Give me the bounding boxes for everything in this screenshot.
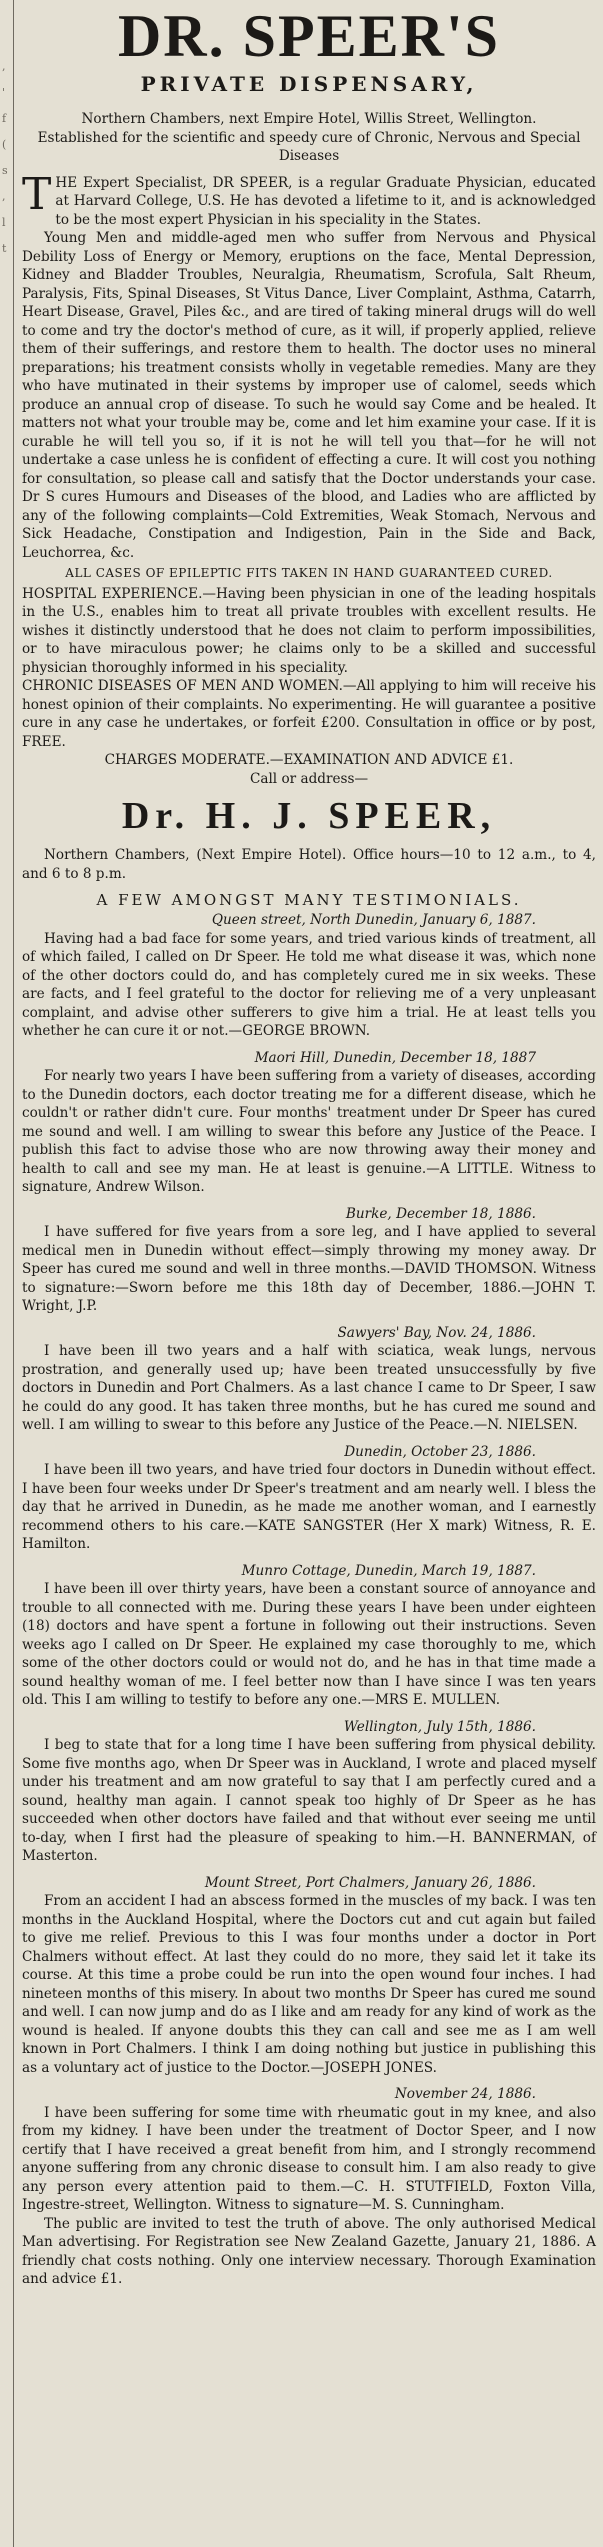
testimonial-text: I have been ill over thirty years, have been a constant source of annoyance and trouble to all connected with me. During these years I have been under eighteen (18) doctors and have spent a fortune in following out their instructions. Seven weeks ago I called on Dr Speer. He explained my case thoroughly to me, which some of the other doctors could or would not do, and he has in that time made a sound healthy woman of me. I feel better now than I have since I was ten years old. This I am willing to testify to before any one.—MRS E. MULLEN.: [22, 1581, 596, 1708]
testimonial-text: Having had a bad face for some years, and tried various kinds of treatment, all of which failed, I called on Dr Speer. He told me what disease it was, which none of the other doctors could do, and has completely cured me in six weeks. These are facts, and I feel grateful to the doctor for relieving me of a very unpleasant complaint, and advise other sufferers to give him a trial. He at least tells you whether he can cure it or not.—GEORGE BROWN.: [22, 930, 596, 1039]
testimonial-dateline: Wellington, July 15th, 1886.: [343, 1718, 536, 1735]
subheadline: PRIVATE DISPENSARY,: [140, 72, 478, 96]
doctor-name-banner: Dr. H. J. SPEER,: [121, 795, 497, 837]
testimonials-heading: A FEW AMONGST MANY TESTIMONIALS.: [96, 891, 522, 909]
testimonial-dateline: Maori Hill, Dunedin, December 18, 1887: [254, 1049, 536, 1066]
margin-marks: , ' f ( s , l t: [2, 60, 8, 255]
office-hours-line: Northern Chambers, (Next Empire Hotel). Office hours—10 to 12 a.m., to 4, and 6 to 8 p.m.: [22, 847, 596, 882]
testimonial-text: I have been suffering for some time with rheumatic gout in my knee, and also from my kidney. I have been under the treatment of Doctor Speer, and I now certify that I have received a great benefit from him, and I strongly recommend anyone suffering from any chronic disease to consult him. I am also ready to give any person every attention paid to them.—C. H. STUTFIELD, Foxton Villa, Ingestre-street, Wellington. Witness to signature—M. S. Cunningham.: [22, 2104, 596, 2213]
testimonial-signature: —JOSEPH JONES.: [310, 2059, 437, 2076]
testimonial-dateline: Sawyers' Bay, Nov. 24, 1886.: [337, 1324, 536, 1341]
body-paragraph-1: THE Expert Specialist, DR SPEER, is a regular Graduate Physician, educated at Harvard College, U.S. He has devoted a lifetime to it, and is acknowledged to be the most expert Physician in his speciality in the States.: [22, 168, 596, 228]
testimonial-text: I have been ill two years and a half with sciatica, weak lungs, nervous prostration, and generally used up; have been treated unsuccessfully by five doctors in Dunedin and Port Chalmers. As a last chance I came to Dr Speer, I saw he could do any good. It has taken three months, but he has cured me sound and well. I am willing to swear to this before any Justice of the Peace.—N. NIELSEN.: [22, 1343, 596, 1433]
advertisement-column: [22, 4, 596, 2289]
testimonial-text: From an accident I had an abscess formed in the muscles of my back. I was ten months in the Auckland Hospital, where the Doctors cut and cut again but failed to give me relief. Previous to this I was four months under a doctor in Port Chalmers without effect. At last they could do no more, they said let it take its course. At this time a probe could be run into the open wound four inches. I had nineteen months of this misery. In about two months Dr Speer has cured me sound and well. I can now jump and do as I like and am ready for any kind of work as the wound is healed. If anyone doubts this they can call and see me as I am well known in Port Chalmers. I think I am doing nothing but justice in publishing this as a voluntary act of justice to the Doctor.—JOSEPH JONES.: [22, 1893, 596, 2076]
body-paragraph-2: Young Men and middle-aged men who suffer from Nervous and Physical Debility Loss of Energy or Memory, eruptions on the face, Mental Depression, Kidney and Bladder Troubles, Neuralgia, Rheumatism, Scrofula, Salt Rheum, Paralysis, Fits, Spinal Diseases, St Vitus Dance, Liver Complaint, Asthma, Catarrh, Heart Disease, Gravel, Piles &c., and are tired of taking mineral drugs will do well to come and try the doctor's method of cure, as it will, if properly applied, relieve them of their sufferings, and restore them to health. The doctor uses no mineral preparations; his treatment consists wholly in vegetable remedies. Many are they who have mutinated in their systems by improper use of calomel, seeds which produce an annual crop of disease. To such he would say Come and be healed. It matters not what your trouble may be, come and let him examine your case. If it is curable he will tell you so, if it is not he will tell you that—for he will not undertake a case unless he is confident of effecting a cure. It will cost you nothing for consultation, so please call and satisfy that the Doctor understands your case. Dr S cures Humours and Diseases of the blood, and Ladies who are afflicted by any of the following complaints—Cold Extremities, Weak Stomach, Nervous and Sick Headache, Constipation and Indigestion, Pain in the Side and Back, Leuchorrea, &c.: [22, 230, 596, 561]
call-line: Call or address—: [249, 770, 369, 787]
column-rule: [13, 0, 14, 2547]
closing-notice: The public are invited to test the truth of above. The only authorised Medical Man advertising. For Registration see New Zealand Gazette, January 21, 1886. A friendly chat costs nothing. Only one interview necessary. Thorough Examination and advice £1.: [22, 2215, 596, 2287]
established-line: Established for the scientific and speedy cure of Chronic, Nervous and Special Diseases: [37, 129, 581, 164]
testimonial-dateline: Queen street, North Dunedin, January 6, 1887.: [211, 912, 536, 928]
address-line: Northern Chambers, next Empire Hotel, Willis Street, Wellington.: [81, 111, 537, 127]
hospital-title: HOSPITAL EXPERIENCE.: [22, 585, 203, 602]
drop-cap: T: [22, 168, 52, 220]
testimonial-text: I beg to state that for a long time I have been suffering from physical debility. Some five months ago, when Dr Speer was in Auckland, I wrote and placed myself under his treatment and am now grateful to say that I am perfectly cured and a sound, healthy man again. I cannot speak too highly of Dr Speer as he has succeeded when other doctors have failed and that without ever seeing me until to-day, when I first had the pleasure of speaking to him.—H. BANNERMAN, of Masterton.: [22, 1737, 596, 1864]
testimonial-dateline: Burke, December 18, 1886.: [345, 1205, 536, 1222]
testimonial-dateline: Munro Cottage, Dunedin, March 19, 1887.: [241, 1562, 536, 1579]
testimonial-dateline: Dunedin, October 23, 1886.: [344, 1443, 536, 1460]
epileptic-line: ALL CASES OF EPILEPTIC FITS TAKEN IN HAND GUARANTEED CURED.: [65, 566, 553, 580]
testimonial-text: I have suffered for five years from a sore leg, and I have applied to several medical men in Dunedin without effect—simply throwing my money away. Dr Speer has cured me sound and well in three months.—DAVID THOMSON. Witness to signature:—Sworn before me this 18th day of December, 1886.—JOHN T. Wright, J.P.: [22, 1224, 596, 1314]
chronic-diseases: CHRONIC DISEASES OF MEN AND WOMEN.—All applying to him will receive his honest opinion of their complaints. No experimenting. He will guarantee a positive cure in any case he undertakes, or forfeit £200. Consultation in office or by post, FREE.: [22, 678, 596, 750]
testimonial-signature: —GEORGE BROWN.: [228, 1023, 371, 1039]
hospital-experience: HOSPITAL EXPERIENCE.—Having been physician in one of the leading hospitals in the U.S., enables him to treat all private troubles with excellent results. He wishes it distinctly understood that he does not claim to perform impossibilities, or to have miraculous power; he claims only to be a skilled and successful physician thoroughly informed in his speciality.: [22, 585, 596, 676]
testimonial-text: I have been ill two years, and have tried four doctors in Dunedin without effect. I have been four weeks under Dr Speer's treatment and am nearly well. I bless the day that he arrived in Dunedin, as he made me another woman, and I earnestly recommend others to his care.—KATE SANGSTER (Her X mark) Witness, R. E. Hamilton.: [22, 1462, 596, 1552]
charges-line: CHARGES MODERATE.—EXAMINATION AND ADVICE £1.: [104, 752, 514, 768]
testimonial-text: For nearly two years I have been suffering from a variety of diseases, according to the Dunedin doctors, each doctor treating me for a different disease, which he couldn't or rather didn't cure. Four months' treatment under Dr Speer has cured me sound and well. I am willing to swear this before any Justice of the Peace. I publish this fact to advise those who are now throwing away their money and health to call and see my man. He at least is genuine.—A LITTLE. Witness to signature, Andrew Wilson.: [22, 1068, 596, 1195]
testimonial-dateline: Mount Street, Port Chalmers, January 26, 1886.: [204, 1874, 536, 1891]
testimonial-dateline: November 24, 1886.: [394, 2086, 536, 2102]
chronic-title: CHRONIC DISEASES OF MEN AND WOMEN.: [22, 678, 343, 694]
headline: DR. SPEER'S: [117, 3, 501, 69]
